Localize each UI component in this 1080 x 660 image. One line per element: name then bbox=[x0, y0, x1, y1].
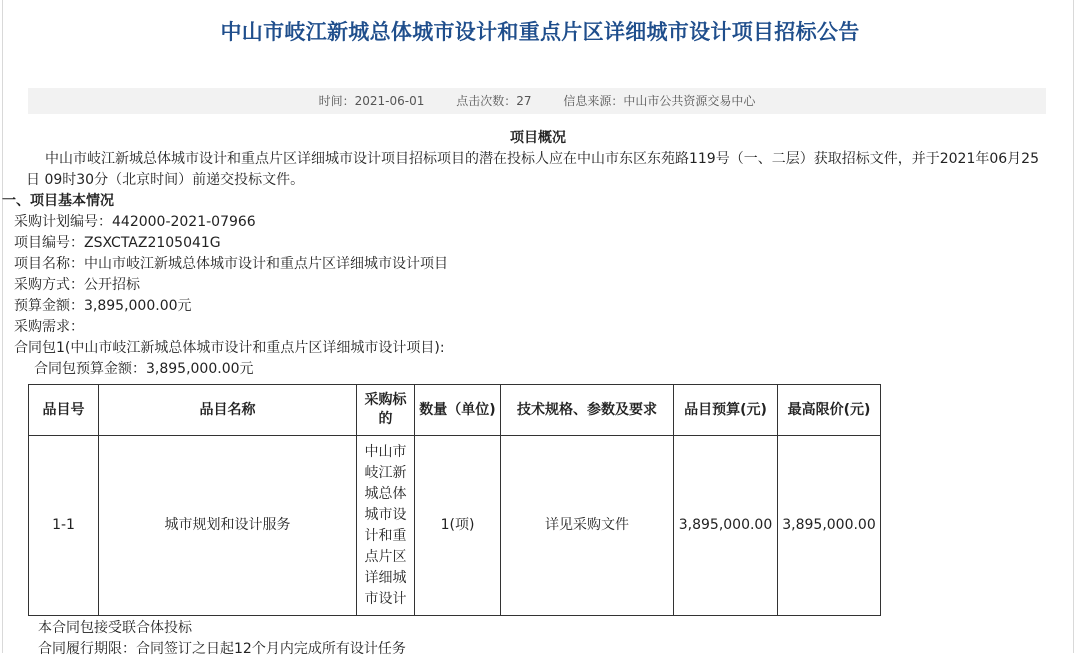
header-item-name: 品目名称 bbox=[99, 385, 357, 436]
footer-notes bbox=[38, 618, 406, 660]
cell-specs: 详见采购文件 bbox=[501, 436, 674, 616]
meta-bar bbox=[28, 88, 1046, 114]
header-item-no: 品目号 bbox=[29, 385, 99, 436]
announcement-body bbox=[2, 128, 1048, 380]
table-header-row bbox=[29, 385, 881, 436]
contract-package: 合同包1(中山市岐江新城总体城市设计和重点片区详细城市设计项目): bbox=[14, 340, 445, 356]
project-number: 项目编号：ZSXCTAZ2105041G bbox=[14, 235, 221, 251]
click-count: 点击次数：27 bbox=[456, 94, 532, 108]
header-subject: 采购标的 bbox=[357, 385, 415, 436]
cell-max-price: 3,895,000.00 bbox=[778, 436, 881, 616]
header-item-budget: 品目预算(元) bbox=[674, 385, 778, 436]
cell-item-name: 城市规划和设计服务 bbox=[99, 436, 357, 616]
publish-time: 时间：2021-06-01 bbox=[318, 94, 425, 108]
table-row bbox=[29, 436, 881, 616]
contract-period: 合同履行期限：合同签订之日起12个月内完成所有设计任务 bbox=[38, 641, 406, 657]
items-table bbox=[28, 384, 881, 616]
plan-number: 采购计划编号：442000-2021-07966 bbox=[14, 214, 256, 230]
header-quantity: 数量（单位) bbox=[415, 385, 501, 436]
cell-subject: 中山市岐江新城总体城市设计和重点片区详细城市设计 bbox=[357, 436, 415, 616]
overview-heading: 项目概况 bbox=[510, 130, 566, 146]
info-source: 信息来源：中山市公共资源交易中心 bbox=[563, 94, 756, 108]
joint-bid-note: 本合同包接受联合体投标 bbox=[38, 620, 192, 636]
package-budget: 合同包预算金额：3,895,000.00元 bbox=[34, 361, 254, 377]
procurement-demand: 采购需求： bbox=[14, 319, 84, 335]
page-title: 中山市岐江新城总体城市设计和重点片区详细城市设计项目招标公告 bbox=[220, 20, 860, 44]
project-name: 项目名称：中山市岐江新城总体城市设计和重点片区详细城市设计项目 bbox=[14, 256, 448, 272]
procurement-method: 采购方式：公开招标 bbox=[14, 277, 140, 293]
overview-paragraph: 中山市岐江新城总体城市设计和重点片区详细城市设计项目招标项目的潜在投标人应在中山市东区东苑路119号（一、二层）获取招标文件，并于2021年06月25日 09时30分（北京时间）前递交投标文件。 bbox=[26, 151, 1039, 188]
cell-item-budget: 3,895,000.00 bbox=[674, 436, 778, 616]
header-max-price: 最高限价(元) bbox=[778, 385, 881, 436]
cell-item-no: 1-1 bbox=[29, 436, 99, 616]
budget-amount: 预算金额：3,895,000.00元 bbox=[14, 298, 192, 314]
header-specs: 技术规格、参数及要求 bbox=[501, 385, 674, 436]
cell-quantity: 1(项) bbox=[415, 436, 501, 616]
section-heading: 一、项目基本情况 bbox=[2, 193, 114, 209]
